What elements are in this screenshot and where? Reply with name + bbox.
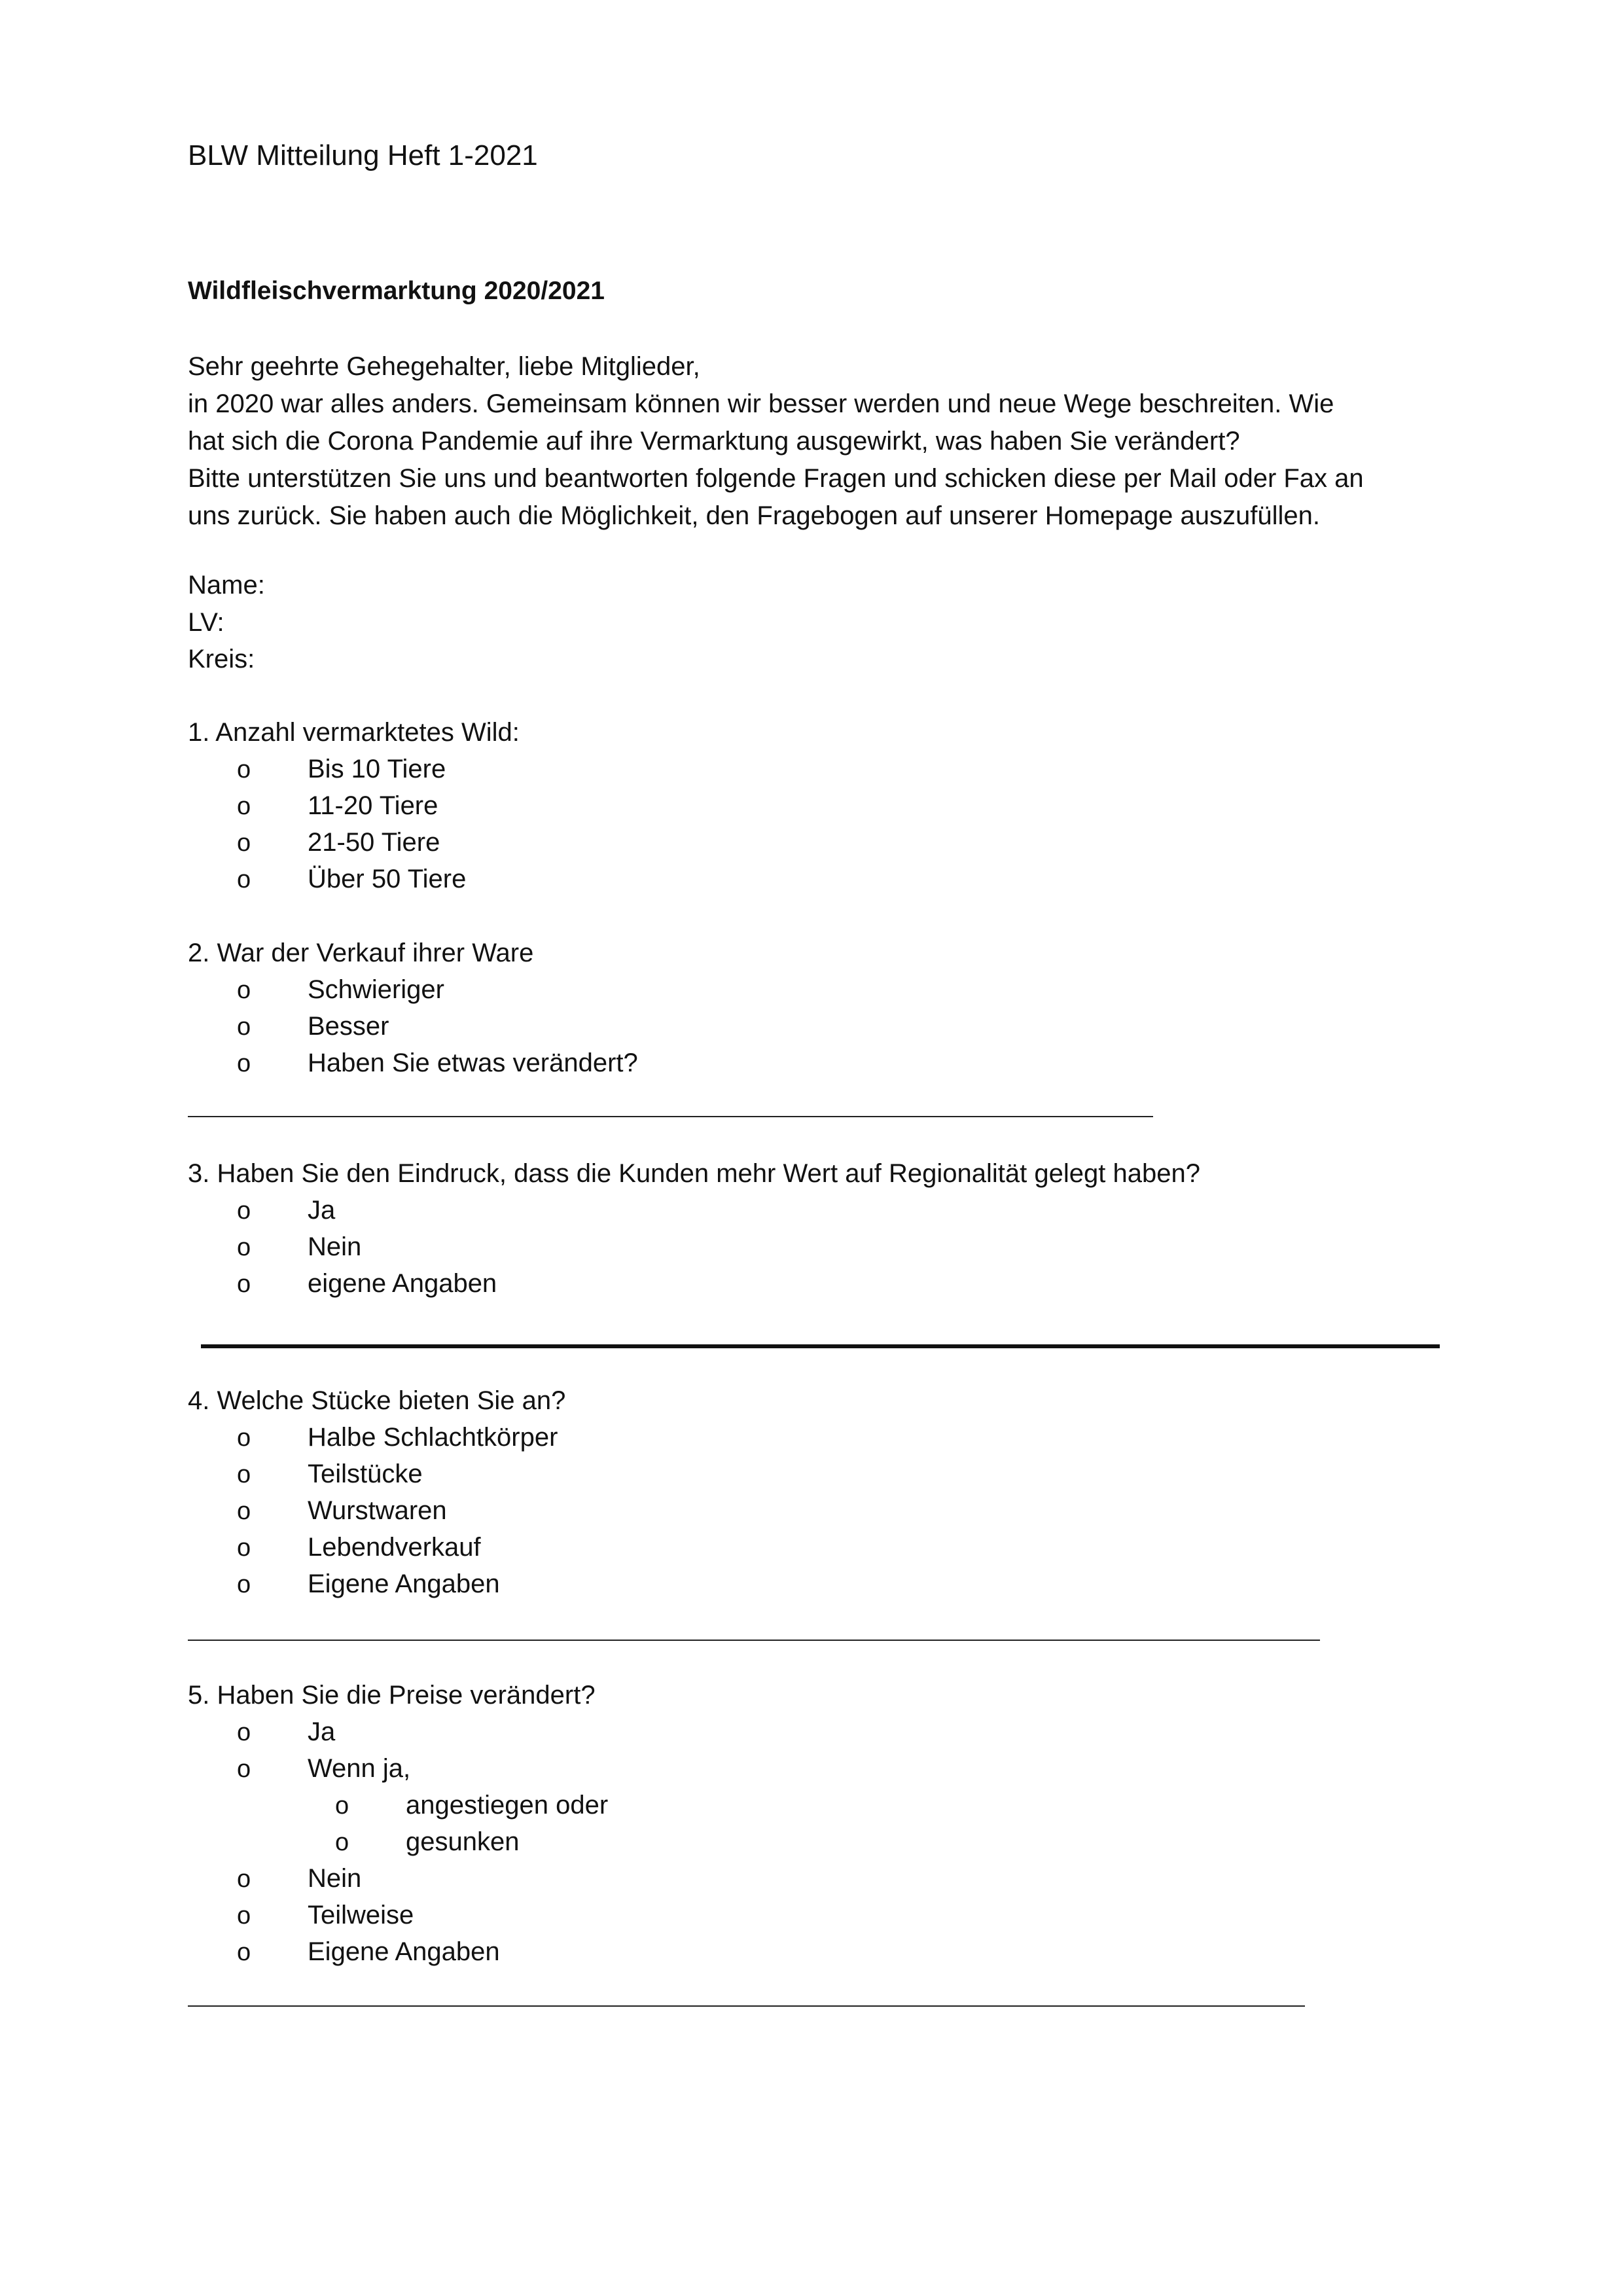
intro-line: in 2020 war alles anders. Gemeinsam können wir besser werden und neue Wege beschreiten. Wie xyxy=(188,389,1334,418)
question-5: 5. Haben Sie die Preise verändert? xyxy=(188,1681,596,1710)
radio-bullet-icon: o xyxy=(237,1939,251,1966)
document-header: BLW Mitteilung Heft 1-2021 xyxy=(188,139,538,171)
option-q1-4[interactable]: o Über 50 Tiere xyxy=(237,865,467,893)
intro-paragraph xyxy=(188,348,1497,535)
radio-bullet-icon: o xyxy=(237,1755,251,1783)
answer-line-q2[interactable] xyxy=(188,1116,1153,1117)
radio-bullet-icon: o xyxy=(237,1571,251,1598)
answer-line-q4[interactable] xyxy=(188,1640,1320,1641)
radio-bullet-icon: o xyxy=(237,1234,251,1261)
radio-bullet-icon: o xyxy=(237,1865,251,1893)
question-2: 2. War der Verkauf ihrer Ware xyxy=(188,939,534,967)
answer-line-q5[interactable] xyxy=(188,2005,1305,2007)
radio-bullet-icon: o xyxy=(335,1829,349,1856)
option-q2-2[interactable]: o Besser xyxy=(237,1012,389,1041)
option-q5-1[interactable]: o Ja xyxy=(237,1717,336,1746)
option-q3-1[interactable]: o Ja xyxy=(237,1196,336,1225)
radio-bullet-icon: o xyxy=(237,1498,251,1525)
sub-option-q5-2[interactable]: o gesunken xyxy=(335,1827,520,1856)
radio-bullet-icon: o xyxy=(335,1792,349,1820)
radio-bullet-icon: o xyxy=(237,1719,251,1746)
sub-option-q5-1[interactable]: o angestiegen oder xyxy=(335,1791,609,1820)
intro-line: uns zurück. Sie haben auch die Möglichkeit, den Fragebogen auf unserer Homepage auszufüllen. xyxy=(188,501,1320,530)
intro-line: hat sich die Corona Pandemie auf ihre Vermarktung ausgewirkt, was haben Sie verändert? xyxy=(188,427,1240,456)
radio-bullet-icon: o xyxy=(237,1050,251,1077)
radio-bullet-icon: o xyxy=(237,756,251,783)
radio-bullet-icon: o xyxy=(237,1270,251,1298)
intro-line: Bitte unterstützen Sie uns und beantworten folgende Fragen und schicken diese per Mail oder Fax an xyxy=(188,464,1364,493)
intro-greeting: Sehr geehrte Gehegehalter, liebe Mitglieder, xyxy=(188,352,700,381)
option-q1-2[interactable]: o 11-20 Tiere xyxy=(237,791,438,820)
radio-bullet-icon: o xyxy=(237,1424,251,1452)
field-lv-label: LV: xyxy=(188,608,224,637)
radio-bullet-icon: o xyxy=(237,793,251,820)
radio-bullet-icon: o xyxy=(237,829,251,857)
radio-bullet-icon: o xyxy=(237,1013,251,1041)
option-q2-1[interactable]: o Schwieriger xyxy=(237,975,444,1004)
option-q4-1[interactable]: o Halbe Schlachtkörper xyxy=(237,1423,558,1452)
question-3: 3. Haben Sie den Eindruck, dass die Kunden mehr Wert auf Regionalität gelegt haben? xyxy=(188,1159,1200,1188)
radio-bullet-icon: o xyxy=(237,866,251,893)
radio-bullet-icon: o xyxy=(237,977,251,1004)
answer-line-q3[interactable] xyxy=(201,1344,1440,1348)
radio-bullet-icon: o xyxy=(237,1461,251,1488)
field-kreis-label: Kreis: xyxy=(188,645,255,673)
option-q4-5[interactable]: o Eigene Angaben xyxy=(237,1570,500,1598)
option-q5-3[interactable]: o Nein xyxy=(237,1864,362,1893)
option-q4-2[interactable]: o Teilstücke xyxy=(237,1460,423,1488)
field-name-label: Name: xyxy=(188,571,265,600)
option-q1-1[interactable]: o Bis 10 Tiere xyxy=(237,755,446,783)
radio-bullet-icon: o xyxy=(237,1197,251,1225)
question-1: 1. Anzahl vermarktetes Wild: xyxy=(188,718,520,747)
option-q5-5[interactable]: o Eigene Angaben xyxy=(237,1937,500,1966)
option-q4-3[interactable]: o Wurstwaren xyxy=(237,1496,447,1525)
option-q3-3[interactable]: o eigene Angaben xyxy=(237,1269,497,1298)
radio-bullet-icon: o xyxy=(237,1902,251,1929)
option-q5-2[interactable]: o Wenn ja, xyxy=(237,1754,411,1783)
document-title: Wildfleischvermarktung 2020/2021 xyxy=(188,277,605,305)
option-q3-2[interactable]: o Nein xyxy=(237,1232,362,1261)
option-q2-3[interactable]: o Haben Sie etwas verändert? xyxy=(237,1049,638,1077)
option-q5-4[interactable]: o Teilweise xyxy=(237,1901,414,1929)
radio-bullet-icon: o xyxy=(237,1534,251,1562)
option-q1-3[interactable]: o 21-50 Tiere xyxy=(237,828,440,857)
question-4: 4. Welche Stücke bieten Sie an? xyxy=(188,1386,566,1415)
option-q4-4[interactable]: o Lebendverkauf xyxy=(237,1533,481,1562)
